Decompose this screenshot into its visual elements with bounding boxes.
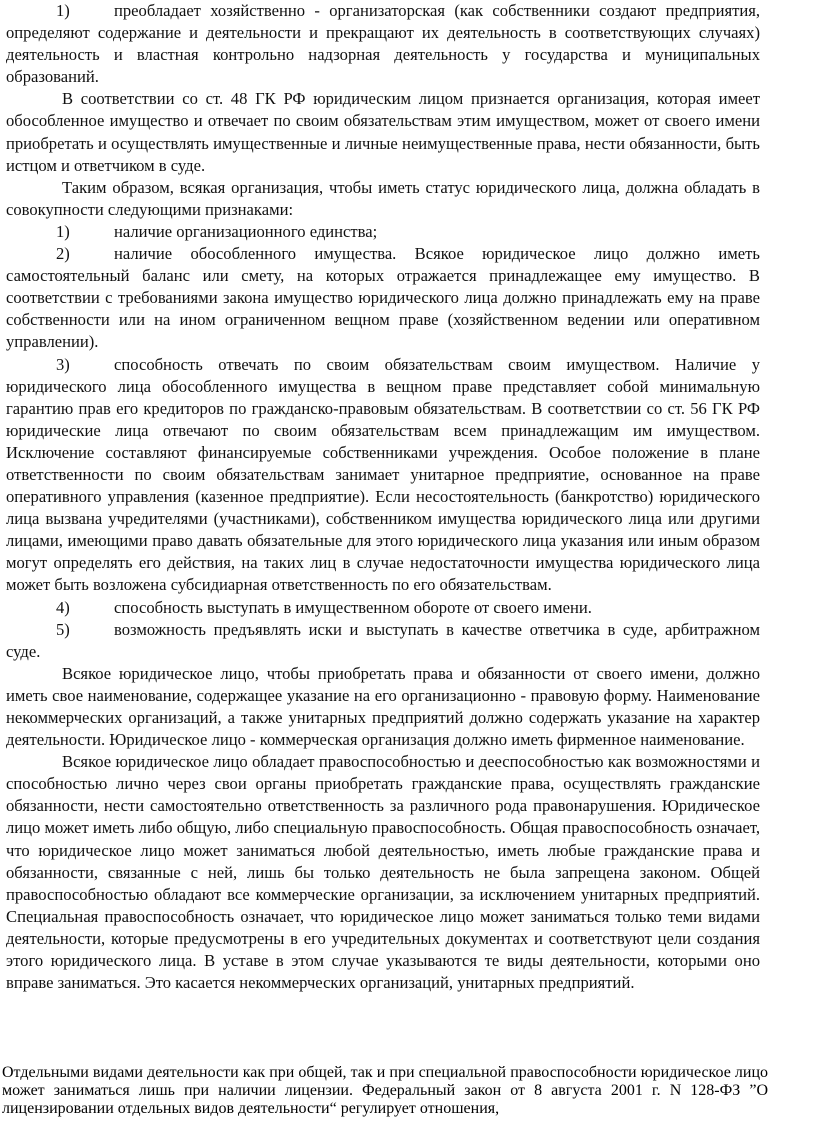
list-number: 4) [56,597,70,617]
paragraph: Всякое юридическое лицо обладает правоспособностью и дееспособностью как возможностями и способностью лично через свои органы приобретать гражданские права, осуществлять гражданские обязанности, нести самостоятельно ответственность за различного рода правонарушения. Юридическое лицо может иметь либо общую, либо специальную правоспособность. Общая правоспособность означает, что юридическое лицо может заниматься любой деятельностью, иметь любые гражданские права и обязанности, связанные с ней, лишь бы только деятельность не была запрещена законом. Общей правоспособностью обладают все коммерческие организации, за исключением унитарных предприятий. Специальная правоспособность означает, что юридическое лицо может заниматься только теми видами деятельности, которые предусмотрены в его учредительных документах и соответствуют цели создания этого юридического лица. В уставе в этом случае указываются те виды деятельности, которыми оно вправе заниматься. Это касается некоммерческих организаций, унитарных предприятий. [6,752,760,993]
list-item-text: преобладает хозяйственно - организаторская (как собственники создают предприятия, определяют содержание и деятельности и прекращают их деятельность в соответствующих случаях) деятельность и властная контрольно надзорная деятельность у государства и муниципальных образований. [6,1,760,87]
list-item-text: способность отвечать по своим обязательствам своим имуществом. Наличие у юридического лица обособленного имущества в вещном праве представляет собой минимальную гарантию прав его кредиторов по гражданско-правовым обязательствам. В соответствии со ст. 56 ГК РФ юридические лица отвечают по своим обязательствам всем принадлежащим им имуществом. Исключение составляют финансируемые собственниками учреждения. Особое положение в плане ответственности по своим обязательствам занимает унитарное предприятие, основанное на праве оперативного управления (казенное предприятие). Если несостоятельность (банкротство) юридического лица вызвана учредителями (участниками), собственником имущества юридического лица или другими лицами, имеющими право давать обязательные для этого юридического лица указания или иным образом могут определять его действия, на таких лиц в случае недостаточности имущества юридического лица может быть возложена субсидиарная ответственность по его обязательствам. [6,354,760,595]
list-number: 1) [56,221,70,241]
list-item [6,619,760,663]
list-item [6,354,760,597]
list-item-text: возможность предъявлять иски и выступать в качестве ответчика в суде, арбитражном суде. [6,619,760,661]
paragraph: Всякое юридическое лицо, чтобы приобретать права и обязанности от своего имени, должно иметь свое наименование, содержащее указание на его организационно - правовую форму. Наименование некоммерческих организаций, а также унитарных предприятий должно содержать указание на характер деятельности. Юридическое лицо - коммерческая организация должно иметь фирменное наименование. [6,663,760,750]
list-item [6,221,760,243]
list-number: 3) [56,354,70,374]
trailing-paragraph: Отдельными видами деятельности как при общей, так и при специальной правоспособности юридическое лицо может заниматься лишь при наличии лицензии. Федеральный закон от 8 августа 2001 г. N 128-ФЗ ”О лицензировании отдельных видов деятельности“ регулирует отношения, [2,1064,769,1117]
list-item-text: наличие обособленного имущества. Всякое юридическое лицо должно иметь самостоятельный баланс или смету, на которых отражается принадлежащее ему имущество. В соответствии с требованиями закона имущество юридического лица должно принадлежать ему на праве собственности или на ином ограниченном вещном праве (хозяйственном ведении или оперативном управлении). [6,244,760,352]
list-item [6,597,760,619]
paragraph: Таким образом, всякая организация, чтобы иметь статус юридического лица, должна обладать в совокупности следующими признаками: [6,177,760,219]
list-item [6,243,760,353]
paragraph: В соответствии со ст. 48 ГК РФ юридическим лицом признается организация, которая имеет обособленное имущество и отвечает по своим обязательствам этим имуществом, может от своего имени приобретать и осуществлять имущественные и личные неимущественные права, нести обязанности, быть истцом и ответчиком в суде. [6,89,760,175]
list-item-text: наличие организационного единства; [114,221,378,241]
list-number: 2) [56,244,70,264]
list-number: 1) [56,1,70,20]
list-number: 5) [56,619,70,639]
list-item [6,0,760,88]
document-page [6,0,760,994]
list-item-text: способность выступать в имущественном обороте от своего имени. [114,597,592,617]
